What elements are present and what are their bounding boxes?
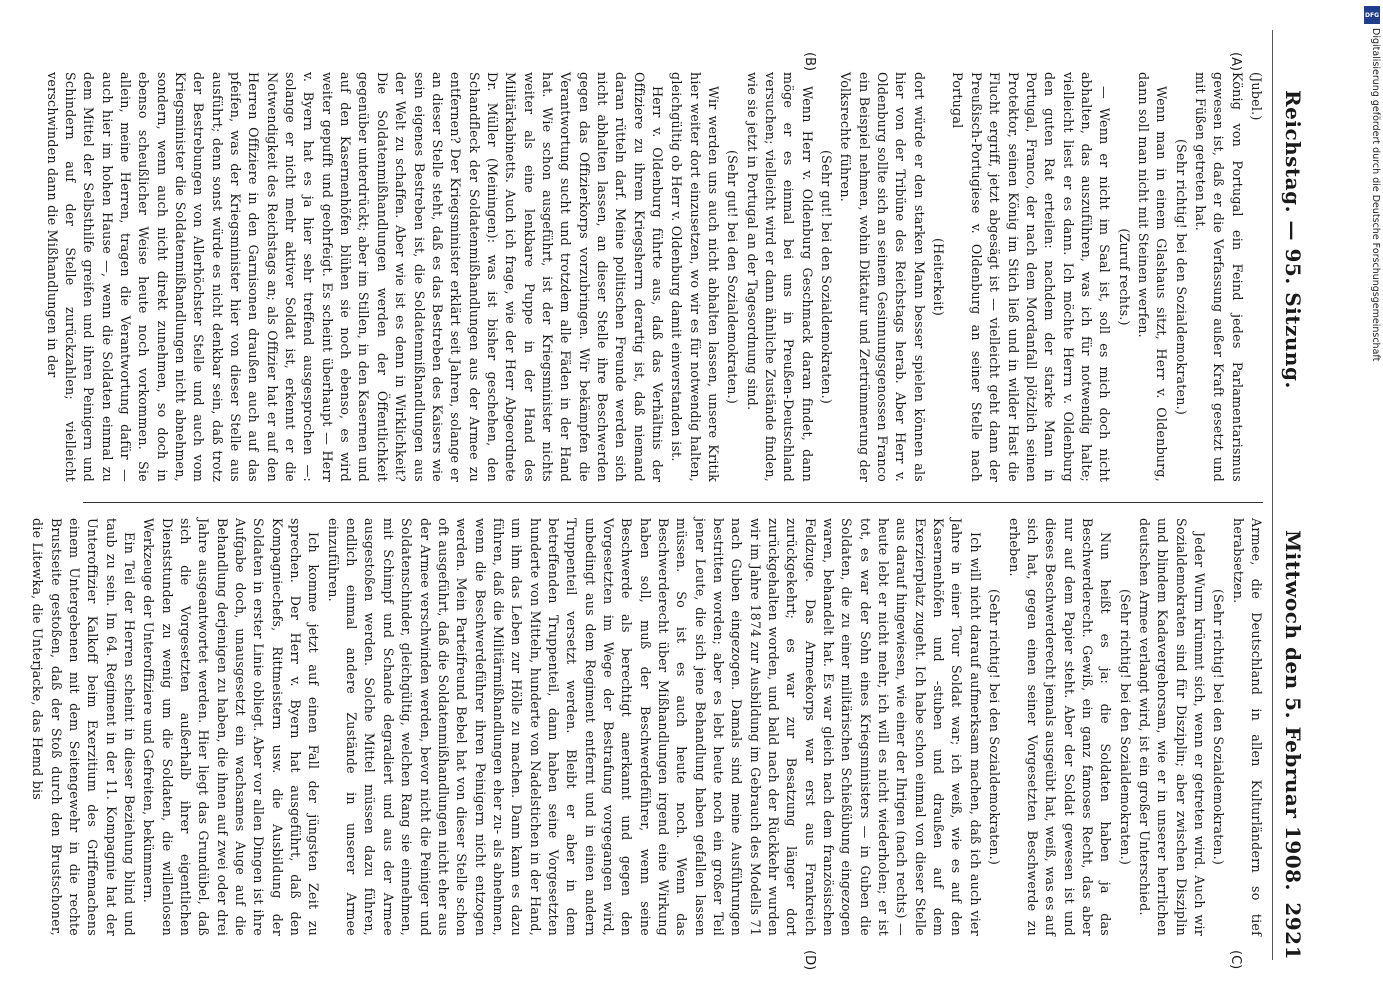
text-column-left xyxy=(41,72,1265,482)
header-rule xyxy=(1272,30,1273,960)
paragraph: Nun heißt es ja: die Soldaten haben ja das Beschwerderecht. Gewiß, ein ganz famoses Recht, das aber nur auf dem Papier steht. Aber der Soldat gewesen ist und dieses Beschwerderecht jemals ausgeübt hat, weiß, was es auf sich hat, gegen einen seiner Vorgesetzten Beschwerde zu erheben. xyxy=(1006,518,1114,936)
paragraph: Jeder Wurm krümmt sich, wenn er getreten wird. Auch wir Sozialdemokraten sind für Disziplin; aber zwischen Disziplin und blindem Kadavergehorsam, wie er in unserer herrlichen deutschen Armee verlangt wird, ist ein großer Unterschied. xyxy=(1136,518,1207,936)
text-column-right xyxy=(27,518,1265,936)
paragraph: Wenn man in einem Glashaus sitzt, Herr v. Oldenburg, dann soll man nicht mit Steinen werfen. xyxy=(1135,72,1170,482)
interjection: (Sehr richtig! bei den Sozialdemokraten.) xyxy=(1117,588,1133,866)
page-number: 2921 xyxy=(1281,902,1305,960)
paragraph: — Wenn er nicht im Saal ist, soll es mich doch nicht abhalten, das auszuführen, was ich für notwendig halte; vielleicht liest er es dann. Ich möchte Herrn v. Oldenburg den guten Rat erteilen: nachdem der starke Mann in Portugal, Franco, der nach dem Mordanfall plötzlich seinen Protektor, seinen König im Stich ließ und in wilder Hast die Flucht ergriff, jetzt abgesägt ist — vielleicht geht dann der Preußisch-Portugiese v. Oldenburg an seiner Stelle nach Portugal xyxy=(950,72,1113,482)
interjection: (Sehr gut! bei den Sozialdemokraten.) xyxy=(725,150,741,404)
digitization-credit: Digitalisierung gefördert durch die Deutsche Forschungsgemeinschaft xyxy=(1370,28,1381,362)
interjection: (Sehr richtig! bei den Sozialdemokraten.) xyxy=(1211,588,1227,866)
margin-letter-d: (D) xyxy=(802,950,817,971)
column-divider xyxy=(83,502,1263,503)
paragraph: (Jubel.) xyxy=(1249,72,1264,121)
interjection: (Sehr richtig! bei den Sozialdemokraten.) xyxy=(987,588,1003,866)
running-header xyxy=(1277,30,1305,960)
paragraph: Ich will nicht darauf aufmerksam machen, daß ich auch vier Jahre in einer Tour Soldat war; ich weiß, wie es auf den Kasernenhöfen und -stuben und draußen auf dem Exerzierplatz zugeht. Ich habe schon einmal von dieser Stelle aus darauf hingewiesen, wie einer der Ihrigen (nach rechts) — heute lebt er nicht mehr, ich will es nicht wiederholen; er ist tot, es war der Sohn eines Kriegsministers — in Guben die Soldaten, die zu einer militärischen Schießübung eingezogen waren, behandelt hat. Es war gleich nach dem französischen Feldzuge. Das Armeekorps war erst aus Frankreich zurückgekehrt; es war zur Besatzung länger dort zurückgehalten worden, und bald nach der Rückkehr wurden wir im Jahre 1874 zur Ausbildung im Gebrauch des Modells 71 nach Guben eingezogen. Damals sind meine Ausführungen bestritten worden; aber es lebt heute noch ein großer Teil jener Leute, die sich jene Behandlung haben gefallen lassen müssen. So ist es auch heute noch. Wenn das Beschwerderecht über Mißhandlungen irgend eine Wirkung haben soll, muß der Beschwerdeführer, wenn seine Beschwerde als berechtigt anerkannt und gegen den Vorgesetzten im Wege der Bestrafung vorgegangen wird, unbedingt aus dem Regiment entfernt und in einen andern Truppenteil versetzt werden. Bleibt er aber in dem betreffenden Truppenteil, dann haben seine Vorgesetzten hunderte von Mitteln, hunderte von Nadelstichen in der Hand, um ihm das Leben zur Hölle zu machen. Dann kann es dazu führen, daß die Militärmißhandlungen eher zu- als abnehmen, wenn die Beschwerdeführer ihren Peinigern nicht entzogen werden. Mein Parteifreund Bebel hat von dieser Stelle schon oft ausgeführt, daß die Soldatenmißhandlungen nicht eher aus der Armee verschwinden werden, bevor nicht die Peiniger und Soldatenschinder, gleichgültig, welchen Rang sie einnehmen, mit Schimpf und Schande degradiert und aus der Armee ausgestoßen werden. Solche Mittel müssen dazu führen, endlich einmal andere Zustände in unserer Armee einzuführen. xyxy=(325,518,983,936)
interjection: (Heiterkeit) xyxy=(931,238,947,316)
margin-letter-a: (A) xyxy=(1228,52,1243,72)
interjection: (Sehr richtig! bei den Sozialdemokraten.) xyxy=(1173,138,1189,416)
paragraph: Wir werden uns auch nicht abhalten lassen, unsere Kritik hier weiter dort einzusetzen, wo wir es für notwendig halten, gleichgültig ob Herr v. Oldenburg damit einverstanden ist. xyxy=(669,72,722,482)
margin-letter-c: (C) xyxy=(1228,950,1243,970)
interjection: (Sehr gut! bei den Sozialdemokraten.) xyxy=(819,150,835,404)
paragraph: dort würde er den starken Mann besser spielen können als hier von der Tribüne des Reichstags herab. Aber Herr v. Oldenburg sollte sich an seinem Gesinnungsgenossen Franco ein Beispiel nehmen, wohin Diktatur und Zertrümmerung der Volksrechte führen. xyxy=(838,72,927,482)
paragraph: Armee, die Deutschland in allen Kulturländern so tief herabsetzen. xyxy=(1230,518,1264,936)
paragraph: Ich komme jetzt auf einen Fall der jüngsten Zeit zu sprechen. Der Herr v. Byern hat ausgeführt, daß den Kompagniechefs, Rittmeistern usw. die Ausbildung der Soldaten in erster Linie obliegt. Aber vor allen Dingen ist ihre Aufgabe doch, unausgesetzt ein wachsames Auge auf die Behandlung derjenigen zu haben, die ihnen auf zwei oder drei Jahre ausgeantwortet werden. Hier liegt das Grundübel, daß sich die Vorgesetzten außerhalb ihrer eigentlichen Dienststunden zu wenig um die Soldaten, die willenlosen Werkzeuge der Unteroffiziere und Gefreiten, bekümmern. xyxy=(141,518,322,936)
margin-letter-b: (B) xyxy=(802,52,817,72)
dfg-sidebar xyxy=(1363,6,1381,506)
interjection: (Zuruf rechts.) xyxy=(1116,228,1132,326)
header-left: Reichstag. — 95. Sitzung. xyxy=(1281,90,1305,389)
paragraph: Wenn Herr v. Oldenburg Geschmack daran findet, dann möge er es einmal bei uns in Preußen-Deutschland versuchen; vielleicht wird er dann ähnliche Zustände finden, wie sie jetzt in Portugal an der Tagesordnung sind. xyxy=(744,72,815,482)
paragraph: König von Portugal ein Feind jedes Parlamentarismus gewesen ist, daß er die Verfassung außer Kraft gesetzt und mit Füßen getreten hat. xyxy=(1192,72,1245,482)
dfg-logo-icon: DFG xyxy=(1364,6,1380,24)
header-date: Mittwoch den 5. Februar 1908. xyxy=(1281,530,1305,891)
paragraph: Ein Teil der Herren scheint in dieser Beziehung blind und taub zu sein. Im 64. Regiment in der 11. Kompagnie hat der Unteroffizier Kalkoff beim Exerzitium des Griffemachens einem Untergebenen mit dem Seitengewehr in die rechte Brustseite gestoßen, daß der Stoß durch den Brustschoner, die Litewka, die Unterjacke, das Hemd bis xyxy=(30,518,138,936)
paragraph: Herr v. Oldenburg führte aus, daß das Verhältnis der Offiziere zu ihrem Kriegsherrn derartig ist, daß niemand daran rütteln darf. Meine politischen Freunde werden sich nicht abhalten lassen, an dieser Stelle ihre Beschwerden gegen das Offizierkorps vorzubringen. Wir bekämpfen die Verantwortung sucht und trotzdem alle Fäden in der Hand hat. Wie schon ausgeführt, ist der Kriegsminister nichts weiter als eine lenkbare Puppe in der Hand des Militärkabinetts. Auch ich frage, wie der Herr Abgeordnete Dr. Müller (Meiningen): was ist bisher geschehen, den Schandfleck der Soldatenmißhandlungen aus der Armee zu entfernen? Der Kriegsminister erklärt seit Jahren, solange er an dieser Stelle steht, daß es das Bestreben des Kaisers wie sein eigenes Bestreben ist, die Soldatenmißhandlungen aus der Welt zu schaffen. Aber wie ist es denn in Wirklichkeit? Die Soldatenmißhandlungen werden der Öffentlichkeit gegenüber unterdrückt; aber im Stillen, in den Kasernen und auf den Kasernenhöfen blühen sie noch ebenso, es wird weiter gepufft und geohrfeigt. Es scheint überhaupt — Herr v. Byern hat es ja hier sehr treffend ausgesprochen —: solange er nicht mehr aktiver Soldat ist, erkennt er die Notwendigkeit des Reichstags an; als Offizier hat er auf den Herren Offiziere in den Garnisonen draußen auch auf das pfeifen, was der Kriegsminister hier von dieser Stelle aus ausführt; denn sonst würde es nicht denkbar sein, daß trotz der Bestrebungen von Allerhöchster Stelle und auch vom Kriegsminister die Soldatenmißhandlungen nicht abnehmen, sondern, wenn auch nicht direkt zunehmen, so doch in ebenso scheußlicher Weise heute noch vorkommen. Sie allein, meine Herren, tragen die Verantwortung dafür — auch hier im hohen Hause —, wenn die Soldaten einmal zu dem Mittel der Selbsthilfe greifen und ihren Peinigern und Schindern auf der Stelle zurückzahlen; vielleicht verschwinden dann die Mißhandlungen in der xyxy=(44,72,665,482)
